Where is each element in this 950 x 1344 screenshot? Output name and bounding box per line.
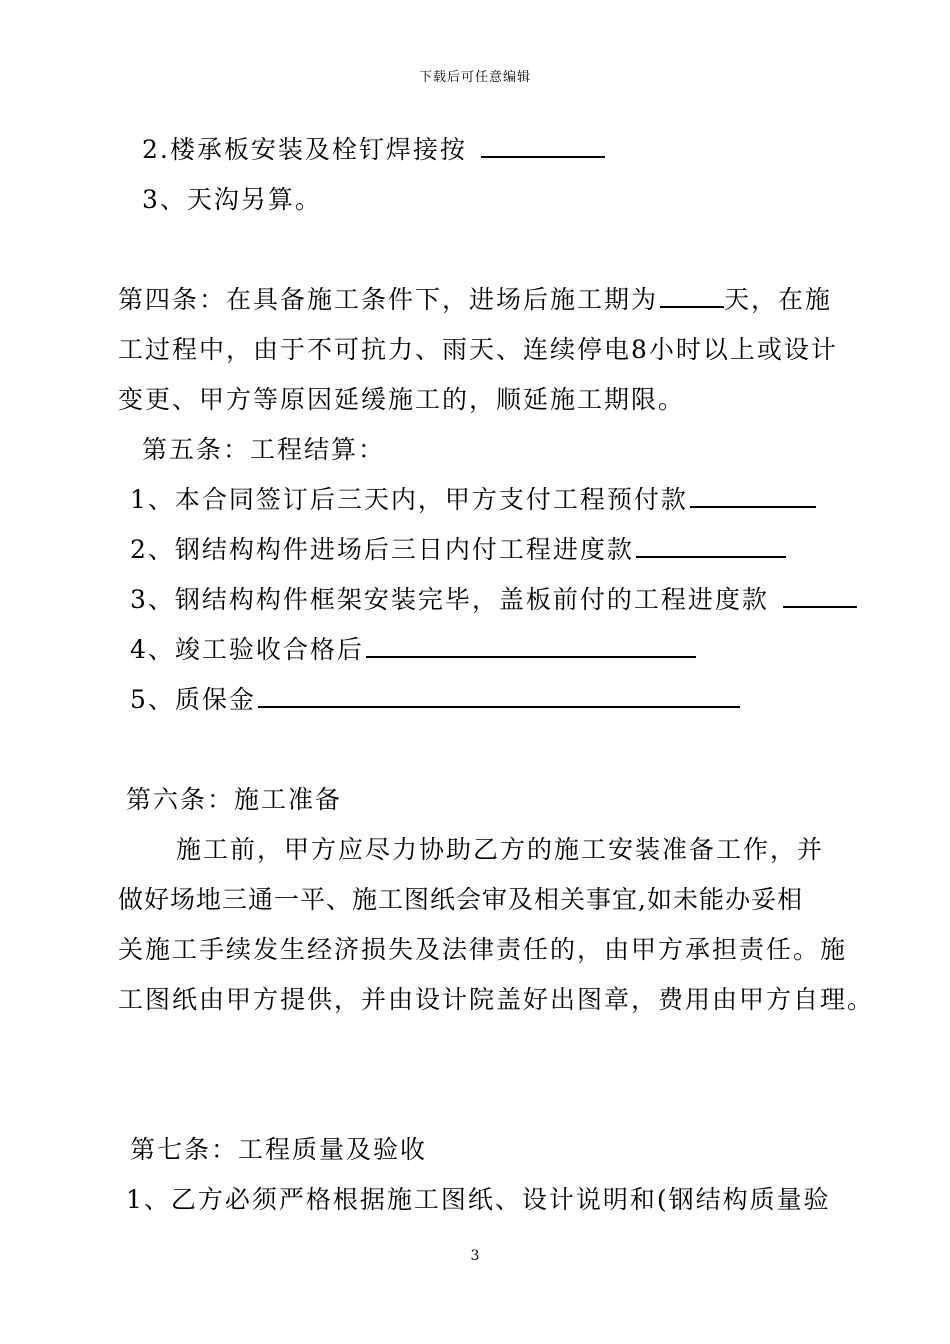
article5-item4 [130,634,696,666]
article5-item3 [130,584,857,616]
blank-line [660,284,724,308]
blank-line [636,534,786,558]
article5-item1 [130,484,816,516]
article6-line4: 工图纸由甲方提供，并由设计院盖好出图章，费用由甲方自理。 [118,985,875,1014]
article4-line3: 变更、甲方等原因延缓施工的，顺延施工期限。 [118,385,686,414]
article5-item1-text: 1、本合同签订后三天内，甲方支付工程预付款 [130,485,688,514]
article5-item5 [130,684,740,716]
article5-item5-text: 5、质保金 [130,685,256,714]
blank-line [783,584,857,608]
article7-title: 第七条：工程质量及验收 [130,1135,428,1164]
page-number: 3 [470,1248,480,1264]
blank-line [690,484,816,508]
article5-item4-text: 4、竣工验收合格后 [130,635,364,664]
article6-line2: 做好场地三通一平、施工图纸会审及相关事宜,如未能办妥相 [118,885,803,914]
article4-line1-tail: 天，在施 [724,285,833,314]
article6-title: 第六条：施工准备 [126,785,343,814]
article4-line1-text: 第四条：在具备施工条件下，进场后施工期为 [118,285,659,314]
article4-line1 [118,284,832,316]
article6-line1: 施工前，甲方应尽力协助乙方的施工安装准备工作，并 [176,835,825,864]
item-floor-deck [142,134,605,166]
item-floor-deck-text: 2.楼承板安装及栓钉焊接按 [142,135,467,164]
blank-line [366,634,696,658]
blank-line [258,684,740,708]
article5-item3-text: 3、钢结构构件框架安装完毕，盖板前付的工程进度款 [130,585,769,614]
article7-item1: 1、乙方必须严格根据施工图纸、设计说明和(钢结构质量验 [126,1185,831,1214]
page-header: 下载后可任意编辑 [418,70,531,85]
item-gutter: 3、天沟另算。 [142,185,322,214]
blank-line [481,134,605,158]
article6-line3: 关施工手续发生经济损失及法律责任的，由甲方承担责任。施 [118,935,848,964]
article5-item2 [130,534,786,566]
article5-title: 第五条：工程结算： [142,435,386,464]
article4-line2: 工过程中，由于不可抗力、雨天、连续停电8小时以上或设计 [118,335,838,364]
article5-item2-text: 2、钢结构构件进场后三日内付工程进度款 [130,535,634,564]
